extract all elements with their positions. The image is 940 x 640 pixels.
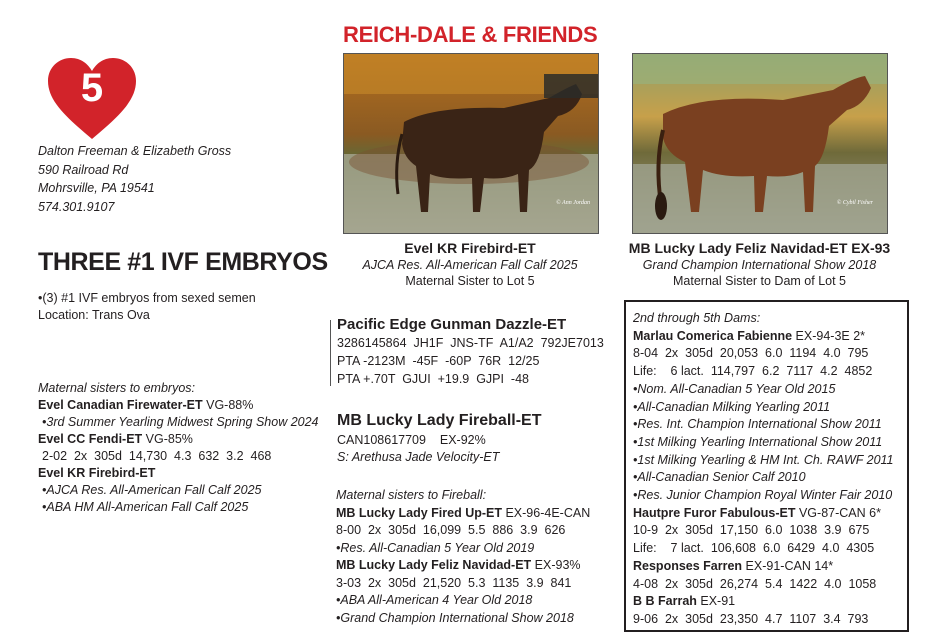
section-heading: Maternal sisters to Fireball:: [336, 488, 487, 502]
sister-name: MB Lucky Lady Feliz Navidad-ET: [336, 558, 532, 572]
sister-note: •AJCA Res. All-American Fall Calf 2025: [42, 483, 262, 497]
dams-pedigree-box: [624, 300, 909, 632]
dam-lifetime: Life: 7 lact. 106,608 6.0 6429 4.0 4305: [633, 541, 875, 556]
dam-name: MB Lucky Lady Fireball-ET: [337, 412, 542, 429]
offering-description: [38, 290, 256, 324]
caption-award: AJCA Res. All-American Fall Calf 2025: [362, 257, 578, 272]
fireball-maternal-sisters: [336, 487, 590, 627]
sister-entry: [336, 557, 590, 575]
photo-caption-feliz-navidad: [612, 240, 907, 290]
sister-entry: [38, 397, 328, 414]
dam-note: •Nom. All-Canadian 5 Year Old 2015: [633, 381, 836, 396]
sister-name: Evel Canadian Firewater-ET: [38, 398, 203, 412]
dam-entry: [633, 558, 907, 576]
sister-entry: [336, 505, 590, 523]
sire-pta-1: PTA -2123M -45F -60P 76R 12/25: [337, 354, 540, 368]
sister-score: EX-96-4E-CAN: [502, 505, 591, 520]
photo-watermark: © Cybil Fisher: [836, 200, 873, 206]
sire-info: [337, 316, 604, 388]
dam-score: EX-91: [696, 594, 736, 609]
caption-relation: Maternal Sister to Dam of Lot 5: [673, 274, 846, 288]
sister-name: Evel CC Fendi-ET: [38, 432, 143, 446]
consignor-street: 590 Railroad Rd: [38, 162, 129, 177]
sire-name: Pacific Edge Gunman Dazzle-ET: [337, 316, 567, 333]
dam-score: EX-94-3E 2*: [792, 328, 866, 343]
photo-watermark: © Ann Jordan: [556, 200, 590, 206]
dam-note: •1st Milking Yearling International Show 2011: [633, 434, 883, 449]
sister-score: VG-85%: [142, 432, 193, 446]
sire-ids: 3286145864 JH1F JNS-TF A1/A2 792JE7013: [337, 336, 604, 350]
sister-score: EX-93%: [531, 558, 581, 572]
sister-entry: [38, 431, 328, 448]
sister-name: Evel KR Firebird-ET: [38, 466, 156, 480]
section-heading: Maternal sisters to embryos:: [38, 381, 195, 395]
cow-photo-image: [344, 54, 598, 233]
dam-sire: S: Arethusa Jade Velocity-ET: [337, 450, 500, 464]
sister-record: 2-02 2x 305d 14,730 4.3 632 3.2 468: [42, 449, 272, 463]
dam-note: •All-Canadian Milking Yearling 2011: [633, 399, 831, 414]
caption-relation: Maternal Sister to Lot 5: [405, 274, 535, 288]
consignor-city: Mohrsville, PA 19541: [38, 181, 155, 195]
cow-photo-firebird: [343, 53, 599, 234]
offering-title: THREE #1 IVF EMBRYOS: [38, 248, 328, 276]
sister-note: •ABA All-American 4 Year Old 2018: [336, 593, 533, 607]
offering-detail: •(3) #1 IVF embryos from sexed semen: [38, 291, 256, 305]
embryo-maternal-sisters: [38, 380, 328, 516]
sister-name: MB Lucky Lady Fired Up-ET: [336, 505, 502, 520]
sister-record: 8-00 2x 305d 16,099 5.5 886 3.9 626: [336, 523, 566, 537]
dam-record: 10-9 2x 305d 17,150 6.0 1038 3.9 675: [633, 523, 870, 538]
cow-photo-image: [633, 54, 887, 233]
dam-registration: CAN108617709 EX-92%: [337, 433, 486, 447]
dam-entry: [633, 328, 907, 346]
dam-entry: [633, 505, 907, 523]
dam-note: •Res. Int. Champion International Show 2011: [633, 417, 882, 432]
section-heading: 2nd through 5th Dams:: [633, 311, 761, 325]
dam-name: B B Farrah: [633, 594, 697, 609]
dam-record: 8-04 2x 305d 20,053 6.0 1194 4.0 795: [633, 346, 869, 361]
divider-line: [330, 320, 331, 386]
consignor-name: Dalton Freeman & Elizabeth Gross: [38, 144, 232, 158]
cow-name: Evel KR Firebird-ET: [404, 240, 536, 256]
sister-note: •ABA HM All-American Fall Calf 2025: [42, 500, 249, 514]
offering-location: Location: Trans Ova: [38, 308, 150, 322]
dam-score: EX-91-CAN 14*: [742, 558, 834, 573]
dam-name: Marlau Comerica Fabienne: [633, 328, 793, 343]
sister-score: VG-88%: [202, 398, 254, 412]
photo-caption-firebird: [330, 240, 610, 290]
sister-record: 3-03 2x 305d 21,520 5.3 1135 3.9 841: [336, 575, 572, 590]
dam-note: •Res. Junior Champion Royal Winter Fair 2010: [633, 488, 893, 503]
catalog-title: REICH-DALE & FRIENDS: [343, 22, 598, 47]
caption-award: Grand Champion International Show 2018: [642, 257, 877, 272]
sister-note: •3rd Summer Yearling Midwest Spring Show 2024: [42, 415, 319, 429]
cow-name: MB Lucky Lady Feliz Navidad-ET EX-93: [628, 240, 891, 256]
cow-photo-feliz-navidad: [632, 53, 888, 234]
sister-note: •Res. All-Canadian 5 Year Old 2019: [336, 540, 535, 555]
lot-number: 5: [80, 66, 104, 110]
dam-record: 4-08 2x 305d 26,274 5.4 1422 4.0 1058: [633, 576, 877, 591]
dam-name: Hautpre Furor Fabulous-ET: [633, 505, 796, 520]
dam-name: Responses Farren: [633, 558, 743, 573]
dam-score: VG-87-CAN 6*: [795, 505, 881, 520]
dam-info: [337, 410, 541, 466]
dam-note: •1st Milking Yearling & HM Int. Ch. RAWF 2011: [633, 452, 894, 467]
sire-pta-2: PTA +.70T GJUI +19.9 GJPI -48: [337, 372, 529, 386]
sister-note: •Grand Champion International Show 2018: [336, 610, 574, 625]
dam-entry: [633, 593, 907, 611]
dam-note: •All-Canadian Senior Calf 2010: [633, 470, 806, 485]
consignor-phone: 574.301.9107: [38, 199, 115, 214]
consignor-address: [38, 142, 231, 216]
dam-record: 9-06 2x 305d 23,350 4.7 1107 3.4 793: [633, 611, 869, 626]
dam-lifetime: Life: 6 lact. 114,797 6.2 7117 4.2 4852: [633, 364, 873, 379]
